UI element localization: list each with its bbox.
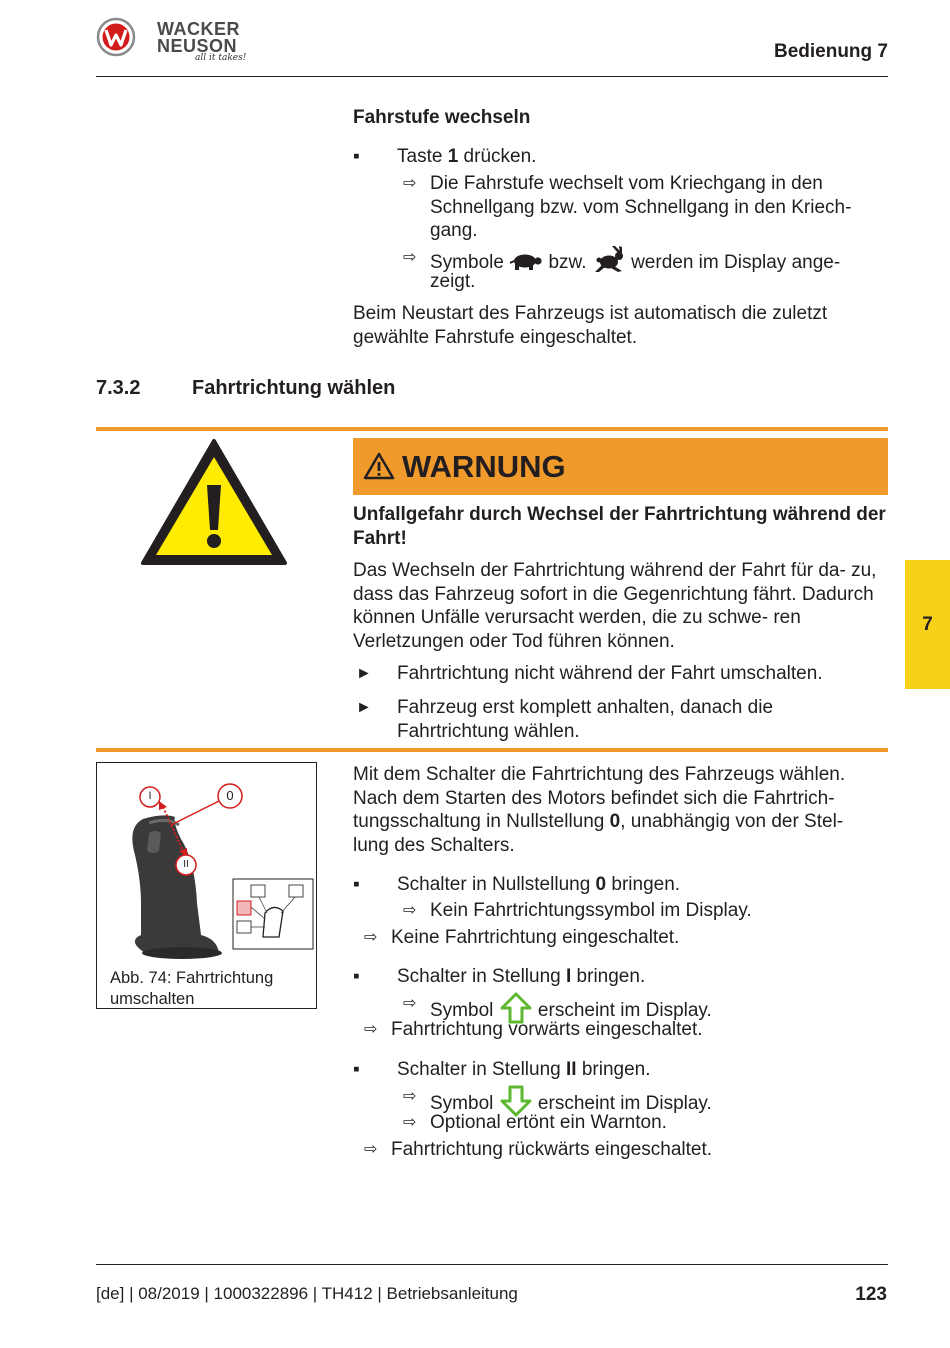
- step-1-result-2: Keine Fahrtrichtung eingeschaltet.: [391, 927, 680, 948]
- brand-name-line2: NEUSON: [157, 36, 238, 56]
- section-title: Fahrtrichtung wählen: [192, 377, 396, 399]
- warning-top-rule: [96, 427, 888, 431]
- step-2-result-1: Symbol erscheint im Display.: [430, 992, 712, 1024]
- warning-small-icon: [363, 452, 395, 480]
- result-arrow-icon: ⇨: [364, 1141, 378, 1158]
- callout-label-II: II: [183, 859, 189, 870]
- result-arrow-icon: ⇨: [403, 249, 417, 266]
- step-3-result-2: Optional ertönt ein Warnton.: [430, 1112, 667, 1133]
- warning-triangle-icon: [139, 437, 289, 567]
- footer-info: [de] | 08/2019 | 1000322896 | TH412 | Betriebsanleitung: [96, 1284, 518, 1303]
- gear-step-bullet: ▪: [353, 146, 360, 167]
- section-number: 7.3.2: [96, 377, 141, 399]
- step-bullet: ▪: [353, 966, 360, 987]
- page-number: 123: [855, 1284, 887, 1305]
- rabbit-icon: [592, 246, 626, 274]
- instruction-intro: Mit dem Schalter die Fahrtrichtung des Fahrzeugs wählen. Nach dem Starten des Motors befindet sich die Fahrtrich- tungsschaltung in Nullstellung 0, unabhängig von der Stel- lung des Schalters.: [353, 764, 846, 856]
- result-arrow-icon: ⇨: [403, 902, 417, 919]
- brand-logo-icon: [96, 17, 136, 57]
- gear-result-2-end: zeigt.: [430, 271, 476, 292]
- warning-body: Das Wechseln der Fahrtrichtung während der Fahrt für da- zu, dass das Fahrzeug sofort in die Gegenrichtung fährt. Dadurch können Unfälle verursacht werden, die zu schwe- ren Verletzungen oder Tod führen können.: [353, 560, 877, 652]
- result-arrow-icon: ⇨: [403, 1088, 417, 1105]
- warning-action-1: Fahrtrichtung nicht während der Fahrt umschalten.: [397, 663, 823, 684]
- step-1: Schalter in Nullstellung 0 bringen.: [397, 874, 681, 895]
- figure-caption: Abb. 74: Fahrtrichtung umschalten: [110, 969, 274, 1008]
- gear-heading: Fahrstufe wechseln: [353, 107, 531, 128]
- footer-rule: [96, 1264, 888, 1265]
- result-arrow-icon: ⇨: [364, 929, 378, 946]
- action-bullet-icon: ►: [356, 699, 372, 716]
- gear-result-2: Symbole bzw. werden im Display ange-: [430, 246, 890, 275]
- chapter-header: Bedienung 7: [773, 41, 888, 62]
- step-3: Schalter in Stellung II bringen.: [397, 1059, 651, 1080]
- step-bullet: ▪: [353, 874, 360, 895]
- result-arrow-icon: ⇨: [403, 175, 417, 192]
- action-bullet-icon: ►: [356, 665, 372, 682]
- brand-name-line1: WACKER: [157, 19, 240, 39]
- step-1-result-1: Kein Fahrtrichtungssymbol im Display.: [430, 900, 752, 921]
- result-arrow-icon: ⇨: [403, 995, 417, 1012]
- joystick-illustration: [97, 763, 316, 968]
- step-3-result-1: Symbol erscheint im Display.: [430, 1085, 712, 1117]
- step-bullet: ▪: [353, 1059, 360, 1080]
- result-arrow-icon: ⇨: [364, 1021, 378, 1038]
- callout-label-I: I: [148, 790, 152, 802]
- callout-label-0: 0: [226, 788, 234, 803]
- warning-action-2: Fahrzeug erst komplett anhalten, danach die Fahrtrichtung wählen.: [397, 697, 774, 742]
- gear-result-1: Die Fahrstufe wechselt vom Kriechgang in den Schnellgang bzw. vom Schnellgang in den Kriech- gang.: [430, 173, 852, 241]
- step-3-result-3: Fahrtrichtung rückwärts eingeschaltet.: [391, 1139, 713, 1160]
- gear-note: Beim Neustart des Fahrzeugs ist automatisch die zuletzt gewählte Fahrstufe eingeschaltet.: [353, 303, 828, 348]
- step-2-result-2: Fahrtrichtung vorwärts eingeschaltet.: [391, 1019, 703, 1040]
- warning-title: Unfallgefahr durch Wechsel der Fahrtrichtung während der Fahrt!: [353, 504, 886, 549]
- result-arrow-icon: ⇨: [403, 1114, 417, 1131]
- warning-bottom-rule: [96, 748, 888, 752]
- chapter-side-tab-label: 7: [922, 614, 933, 635]
- header-rule: [96, 76, 888, 77]
- warning-label: WARNUNG: [402, 449, 566, 484]
- step-2: Schalter in Stellung I bringen.: [397, 966, 646, 987]
- gear-step: Taste 1 drücken.: [397, 146, 537, 167]
- brand-slogan: all it takes!: [195, 53, 247, 63]
- turtle-icon: [509, 253, 543, 271]
